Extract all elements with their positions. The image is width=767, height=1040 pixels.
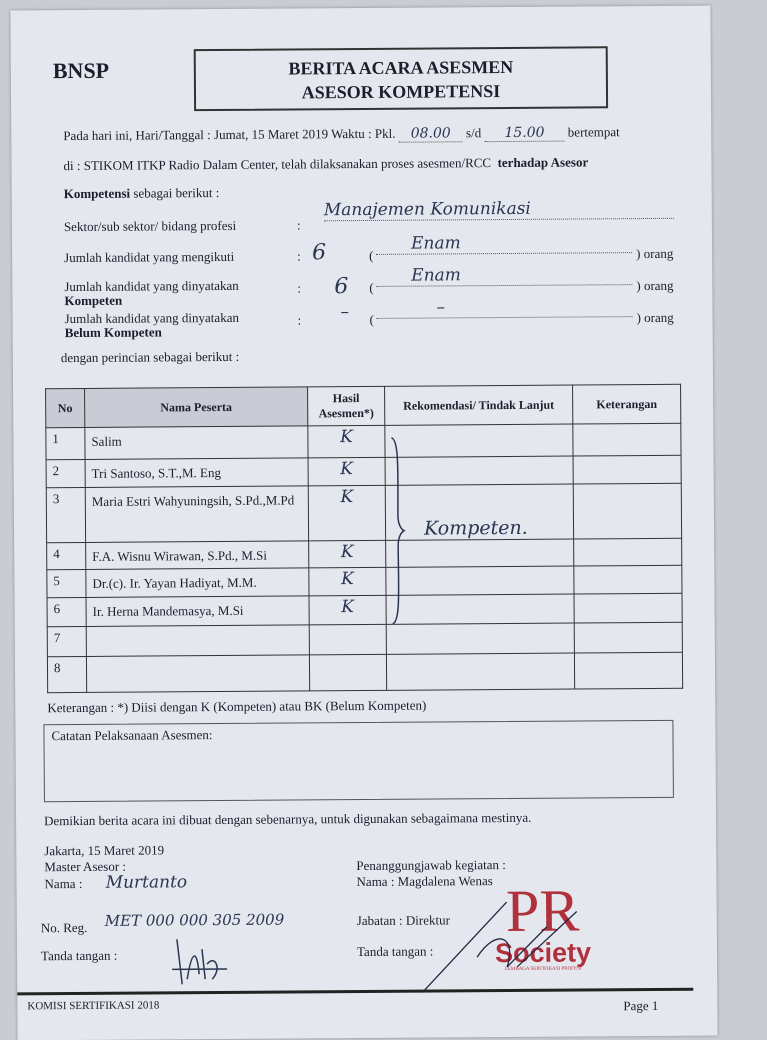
participant-name: Dr.(c). Ir. Yayan Hadiyat, M.M. — [86, 568, 309, 598]
kompeten-words: Enam — [376, 264, 632, 287]
stamp-pr: PR — [505, 877, 580, 945]
asesor-name: Murtanto — [105, 872, 188, 893]
hasil-value: K — [309, 540, 386, 568]
table-header — [46, 384, 681, 427]
participant-name: Tri Santoso, S.T.,M. Eng — [85, 458, 308, 488]
participant-name — [86, 655, 309, 693]
sd-text: s/d — [465, 125, 482, 141]
intro-bold: Kompetensi — [63, 185, 131, 202]
participant-name: Ir. Herna Mandemasya, M.Si — [86, 596, 309, 627]
participant-name: F.A. Wisnu Wirawan, S.Pd., M.Si — [86, 541, 309, 570]
place-date: Jakarta, 15 Maret 2019 — [44, 842, 165, 859]
label-text: Jumlah kandidat yang dinyatakan — [64, 277, 239, 295]
kompeten-label — [64, 279, 239, 308]
page-number: Page 1 — [623, 997, 659, 1014]
title-line-1: BERITA ACARA ASESMEN — [288, 56, 514, 79]
footer-left: KOMISI SERTIFIKASI 2018 — [27, 999, 160, 1013]
sektor-value: Manajemen Komunikasi — [324, 198, 674, 221]
keterangan-cell — [573, 455, 681, 484]
participant-name: Maria Estri Wahyuningsih, S.Pd.,M.Pd — [85, 486, 308, 543]
hasil-value: K — [309, 567, 386, 596]
intro-line-2 — [63, 154, 588, 174]
colon: : — [297, 280, 302, 296]
label-bold: Belum Kompeten — [64, 324, 162, 341]
keterangan-cell — [573, 423, 681, 456]
document-title — [194, 46, 608, 111]
tanda-tangan-label: Tanda tangan : — [40, 947, 118, 964]
keterangan-note: Keterangan : *) Diisi dengan K (Kompeten) atau BK (Belum Kompeten) — [47, 697, 427, 716]
rekomendasi-cell — [385, 456, 573, 485]
hasil-value — [309, 624, 386, 655]
row-number: 4 — [47, 542, 86, 569]
bnsp-logo: BNSP — [52, 57, 110, 84]
perincian-text: dengan perincian sebagai berikut : — [60, 348, 240, 366]
rekomendasi-value: Kompeten. — [423, 516, 528, 540]
catatan-label: Catatan Pelaksanaan Asesmen: — [51, 727, 213, 744]
table-row — [47, 565, 682, 597]
paren: ( — [369, 279, 374, 295]
noreg-value: MET 000 000 305 2009 — [104, 910, 285, 930]
hasil-value: K — [308, 425, 385, 458]
bertempat-text: bertempat — [567, 124, 620, 140]
intro-text: Pada hari ini, Hari/Tanggal : Jumat, 15 Maret 2019 Waktu : Pkl. — [63, 125, 396, 144]
keterangan-cell — [574, 622, 682, 653]
colon: : — [297, 312, 302, 328]
row-number: 6 — [47, 597, 86, 626]
penanggungjawab-label: Penanggungjawab kegiatan : — [356, 857, 506, 874]
header-no: No — [46, 388, 85, 427]
left-signature-block — [44, 842, 187, 892]
table-row — [47, 652, 682, 692]
colon: : — [297, 248, 301, 264]
header-nama: Nama Peserta — [85, 387, 308, 428]
master-asesor-label: Master Asesor : — [44, 858, 127, 875]
row-number: 7 — [47, 626, 86, 656]
stamp-society: Society — [494, 937, 592, 969]
sektor-label: Sektor/sub sektor/ bidang profesi — [63, 217, 237, 235]
kompeten-number: 6 — [334, 274, 349, 300]
header-keterangan: Keterangan — [573, 384, 681, 424]
intro-text: sebagai berikut : — [130, 185, 220, 201]
label-bold: Kompeten — [64, 292, 123, 309]
keterangan-cell — [574, 593, 682, 623]
nama-label: Nama : — [44, 875, 83, 892]
asesor-signature — [167, 919, 237, 989]
catatan-box — [43, 720, 674, 802]
brace-mark — [389, 436, 406, 626]
row-number: 8 — [47, 656, 86, 692]
row-number: 3 — [46, 487, 85, 542]
right-signature-block — [356, 857, 506, 890]
intro-bold: terhadap Asesor — [497, 154, 589, 171]
candidate-table — [45, 384, 683, 693]
participant-name: Salim — [85, 426, 308, 460]
orang: ) orang — [636, 309, 674, 326]
header-rekomendasi: Rekomendasi/ Tindak Lanjut — [385, 385, 573, 425]
rekomendasi-cell — [386, 653, 574, 690]
participant-name — [86, 625, 309, 657]
stamp-sub: LEMBAGA SERTIFIKASI PROFESI — [504, 966, 582, 973]
table-row — [47, 622, 682, 656]
ikut-label: Jumlah kandidat yang mengikuti — [64, 248, 235, 266]
title-line-2: ASESOR KOMPETENSI — [301, 81, 501, 103]
director-signature — [417, 896, 618, 997]
paren: ( — [369, 247, 374, 263]
table-row — [46, 455, 681, 487]
keterangan-cell — [574, 538, 682, 566]
noreg-label: No. Reg. — [40, 919, 88, 936]
belum-kompeten-label — [65, 311, 240, 340]
closing-statement: Demikian berita acara ini dibuat dengan sebenarnya, untuk digunakan sebagaimana mestinya. — [44, 809, 532, 829]
keterangan-cell — [573, 483, 681, 539]
table-row — [46, 423, 681, 459]
paren: ( — [369, 311, 374, 327]
hasil-value: K — [308, 457, 385, 486]
penanggungjawab-name: Nama : Magdalena Wenas — [356, 873, 493, 890]
jabatan: Jabatan : Direktur — [356, 912, 450, 929]
orang: ) orang — [636, 245, 674, 262]
intro-line-3 — [64, 185, 220, 202]
row-number: 1 — [46, 427, 85, 459]
header-hasil: Hasil Asesmen*) — [308, 386, 385, 426]
colon: : — [296, 217, 301, 233]
rekomendasi-cell — [386, 623, 574, 654]
hasil-value — [309, 654, 386, 691]
rekomendasi-cell — [386, 566, 574, 595]
orang: ) orang — [636, 277, 674, 294]
document-page — [10, 6, 717, 1040]
intro-line-1 — [63, 124, 620, 144]
belum-kompeten-words: – — [376, 296, 632, 319]
intro-text: di : STIKOM ITKP Radio Dalam Center, telah dilaksanakan proses asesmen/RCC — [63, 155, 492, 174]
table-row — [46, 483, 681, 542]
ikut-words: Enam — [376, 232, 632, 255]
keterangan-cell — [574, 565, 682, 594]
ikut-number: 6 — [312, 240, 327, 266]
tanda-tangan-label: Tanda tangan : — [356, 943, 434, 960]
keterangan-cell — [574, 652, 682, 689]
start-time: 08.00 — [399, 125, 463, 142]
end-time: 15.00 — [484, 125, 564, 143]
hasil-value: K — [309, 595, 386, 625]
rekomendasi-cell — [386, 539, 574, 567]
label-text: Jumlah kandidat yang dinyatakan — [64, 309, 239, 327]
rekomendasi-cell — [385, 424, 573, 457]
hasil-value: K — [308, 485, 385, 541]
row-number: 5 — [47, 569, 86, 597]
table-row — [47, 593, 682, 626]
belum-kompeten-number: – — [340, 302, 350, 323]
rekomendasi-cell — [386, 594, 574, 624]
row-number: 2 — [46, 459, 85, 487]
